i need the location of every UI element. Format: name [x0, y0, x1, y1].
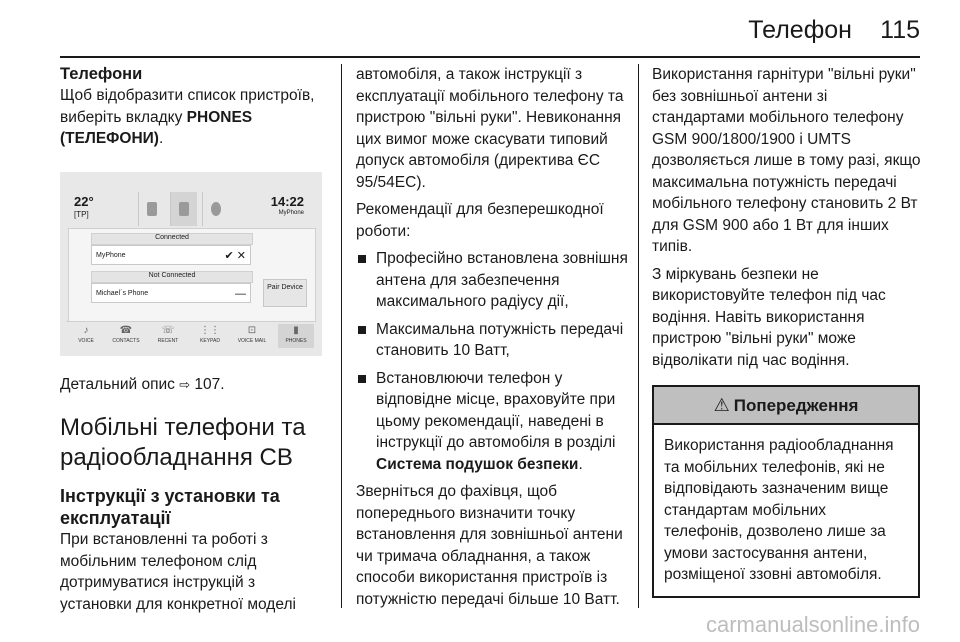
reference-arrow-icon: ⇨	[179, 376, 191, 392]
phones-button: ▮ PHONES	[278, 324, 314, 348]
device-list-panel	[68, 228, 316, 322]
screen-bottom-bar	[66, 321, 316, 350]
music-icon	[147, 202, 157, 216]
paragraph: З міркувань безпеки не використовуйте телефон під час водіння. Навіть використання пристрою "вільні руки" може відволікати під час водіння.	[652, 265, 886, 369]
check-close-icon: ✔ ✕	[224, 249, 246, 262]
not-connected-header: Not Connected	[91, 271, 253, 283]
music-tab	[138, 192, 165, 226]
clock: 14:22	[270, 193, 304, 209]
warning-text: Використання радіообладнання та мобільних телефонів, які не відповідають зазначеним вище стандартам мобільних телефонів, дозволено лише за умови застосування антени, розміщеної ззовні автомобіля.	[664, 437, 894, 583]
column-divider	[638, 64, 639, 608]
paragraph: Рекомендації для безперешкодної роботи:	[356, 201, 604, 240]
header-title: Телефон	[748, 16, 852, 44]
page-header	[0, 0, 960, 56]
bullet-item: Професійно встановлена зовнішня антена для забезпечення максимального радіусу дії,	[356, 248, 628, 313]
keypad-button: ⋮⋮ KEYPAD	[192, 324, 228, 344]
recent-icon: ☏	[161, 324, 175, 336]
bullet-item: Встановлюючи телефон у відповідне місце, враховуйте при цьому рекомендації, наведені в інструкції до автомобіля в розділі Система подушок безпеки.	[356, 368, 628, 476]
status-text: MyPhone	[278, 209, 304, 216]
watermark: carmanualsonline.info	[705, 612, 920, 637]
warning-header: ⚠ Попередження	[654, 387, 918, 425]
screen-status-bar	[66, 182, 316, 224]
voice-button: ♪ VOICE	[68, 324, 104, 344]
section-heading: Телефони	[60, 65, 143, 83]
column-1	[60, 64, 330, 615]
pair-device-button: Pair Device	[263, 279, 307, 307]
contacts-button: ☎ CONTACTS	[108, 324, 144, 344]
app-icon	[211, 202, 221, 216]
device-name: MyPhone	[96, 251, 126, 259]
recent-button: ☏ RECENT	[150, 324, 186, 344]
tp-indicator: [TP]	[74, 209, 89, 219]
column-2	[356, 64, 628, 610]
warning-box	[652, 385, 920, 598]
page-number: 115	[880, 16, 920, 44]
keypad-icon: ⋮⋮	[200, 324, 220, 336]
bullet-item: Максимальна потужність передачі становить 10 Ватт,	[356, 319, 628, 362]
subsection-heading: Інструкції з установки та експлуатації	[60, 486, 280, 528]
app-tab	[202, 192, 229, 226]
column-divider	[341, 64, 342, 608]
warning-icon: ⚠	[713, 395, 730, 415]
minus-icon: —	[235, 287, 246, 300]
temperature-readout: 22°	[74, 193, 94, 209]
paragraph: Використання гарнітури "вільні руки" без зовнішньої антени зі стандартами мобільного телефону GSM 900/1800/1900 і UMTS дозволяється лише в тому разі, якщо максимальна потужність передачі мобільного телефону становить 2 Вт для GSM 900 або 1 Вт для інших типів.	[652, 66, 921, 255]
phone-icon	[179, 202, 189, 216]
chapter-heading: Мобільні телефони та радіообладнання CB	[60, 414, 306, 471]
paragraph: Щоб відобразити список пристроїв, виберіть вкладку PHONES (ТЕЛЕФОНИ).	[60, 87, 315, 147]
phones-icon: ▮	[293, 324, 299, 336]
voice-icon: ♪	[83, 324, 89, 336]
detail-reference: Детальний опис ⇨ 107.	[60, 375, 225, 393]
connected-device-row	[91, 245, 251, 265]
header-rule	[60, 56, 920, 58]
connected-header: Connected	[91, 233, 253, 245]
paragraph: Зверніться до фахівця, щоб попереднього визначити точку встановлення для зовнішньої антени чи тримача обладнання, а також способи використання пристроїв із потужністю передачі більше 10 Ватт.	[356, 483, 623, 608]
device-name: Michael´s Phone	[96, 289, 149, 297]
phone-tab	[170, 192, 197, 226]
not-connected-device-row	[91, 283, 251, 303]
column-3	[652, 64, 922, 598]
contacts-icon: ☎	[119, 324, 133, 336]
voicemail-button: ⊡ VOICE MAIL	[234, 324, 270, 344]
voicemail-icon: ⊡	[247, 324, 257, 336]
paragraph: автомобіля, а також інструкції з експлуатації мобільного телефону та пристрою "вільні руки". Невиконання цих вимог може скасувати типовий допуск автомобіля (директива ЄС 95/54EC).	[356, 66, 624, 191]
phones-screen-illustration	[60, 172, 322, 356]
paragraph: При встановленні та роботі з мобільним телефоном слід дотримуватися інструкцій з установки для конкретної моделі	[60, 531, 296, 613]
